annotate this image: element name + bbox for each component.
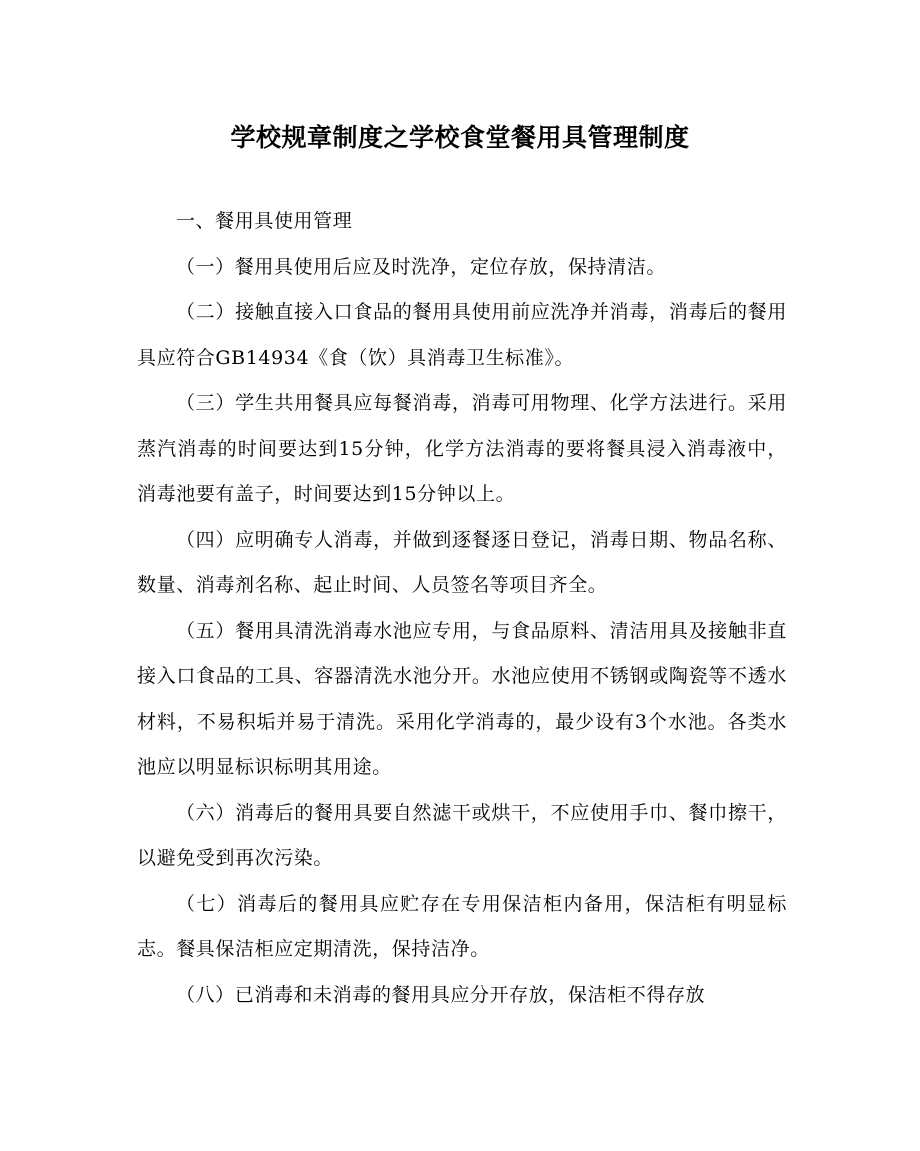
paragraph-7: （七）消毒后的餐用具应贮存在专用保洁柜内备用，保洁柜有明显标志。餐具保洁柜应定期清洗，保持洁净。 bbox=[137, 892, 787, 960]
paragraph-4: （四）应明确专人消毒，并做到逐餐逐日登记，消毒日期、物品名称、数量、消毒剂名称、起止时间、人员签名等项目齐全。 bbox=[137, 528, 787, 596]
paragraph-6: （六）消毒后的餐用具要自然滤干或烘干，不应使用手巾、餐巾擦干，以避免受到再次污染。 bbox=[137, 801, 787, 869]
paragraph-3: （三）学生共用餐具应每餐消毒，消毒可用物理、化学方法进行。采用蒸汽消毒的时间要达到15分钟，化学方法消毒的要将餐具浸入消毒液中，消毒池要有盖子，时间要达到15分钟以上。 bbox=[137, 392, 787, 505]
paragraph-2: （二）接触直接入口食品的餐用具使用前应洗净并消毒，消毒后的餐用具应符合GB14934《食（饮）具消毒卫生标准》。 bbox=[137, 301, 787, 369]
paragraph-1: （一）餐用具使用后应及时洗净，定位存放，保持清洁。 bbox=[175, 255, 666, 278]
section-heading: 一、餐用具使用管理 bbox=[175, 210, 353, 232]
document-title: 学校规章制度之学校食堂餐用具管理制度 bbox=[230, 123, 690, 152]
paragraph-8: （八）已消毒和未消毒的餐用具应分开存放，保洁柜不得存放 bbox=[175, 983, 706, 1006]
paragraph-5: （五）餐用具清洗消毒水池应专用，与食品原料、清洁用具及接触非直接入口食品的工具、容器清洗水池分开。水池应使用不锈钢或陶瓷等不透水材料，不易积垢并易于清洗。采用化学消毒的，最少设有3个水池。各类水池应以明显标识标明其用途。 bbox=[137, 619, 787, 778]
document-body bbox=[137, 199, 787, 1018]
